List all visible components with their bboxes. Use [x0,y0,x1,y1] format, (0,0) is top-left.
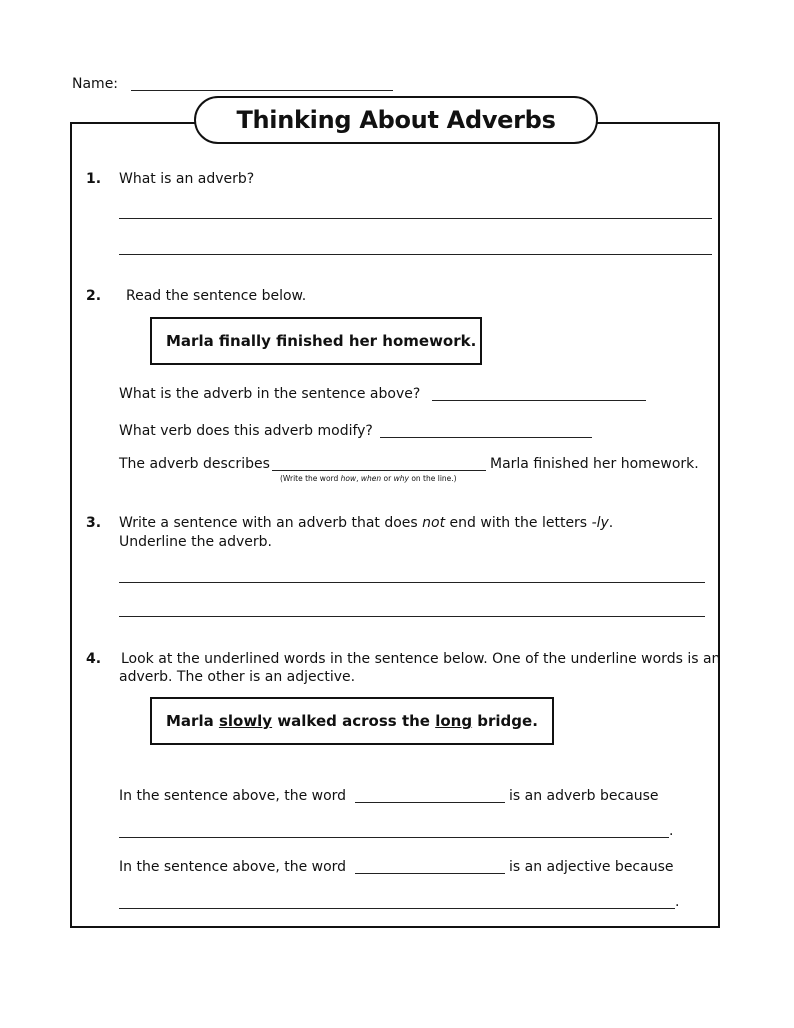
q3-text-ly: -ly [591,515,609,531]
name-label-text: Name: [72,76,119,92]
note-how: how [340,474,357,483]
q2-adverb-answer-line[interactable] [432,400,646,401]
q3-number: 3. [86,515,102,531]
name-field[interactable] [131,90,393,91]
q4-adverb-prompt-start: In the sentence above, the word [119,788,347,804]
q2-describes-prompt: The adverb describes [119,456,270,472]
q4-adjective-word-line[interactable] [355,873,505,874]
q4-adjective-prompt-start: In the sentence above, the word [119,859,347,875]
q4-adjective-prompt-end: is an adjective because [509,859,674,875]
q2-sentence: Marla finally finished her homework. [166,332,477,350]
q4-adverb-reason-line[interactable] [119,837,669,838]
q3-text-start: Write a sentence with an adverb that does [119,515,423,531]
q4-sentence-long: long [435,712,473,730]
q4-sentence-w1: Marla [166,712,219,730]
q2-describes-note [280,474,457,483]
q2-sentence-box [150,317,482,365]
q3-text [119,515,613,531]
q1-text: What is an adverb? [119,171,255,187]
note-why: why [393,474,409,483]
q3-text-end: . [608,515,614,531]
title-banner [194,96,598,144]
q3-text-not: not [422,515,446,531]
q2-describes-answer-line[interactable] [272,470,486,471]
page-title: Thinking About Adverbs [236,106,556,134]
q4-number: 4. [86,651,102,667]
name-label [72,76,118,92]
q3-text-line2: Underline the adverb. [119,534,272,550]
note-when: when [360,474,382,483]
q3-text-mid: end with the letters [445,515,592,531]
q4-adverb-word-line[interactable] [355,802,505,803]
note-or: or [381,474,394,483]
q2-number: 2. [86,288,102,304]
note-sep: , [356,474,361,483]
q2-adverb-prompt: What is the adverb in the sentence above? [119,386,421,402]
q4-sentence-slowly: slowly [218,712,273,730]
q2-text: Read the sentence below. [126,288,307,304]
q4-adjective-period: . [675,894,680,910]
q1-answer-line-2[interactable] [119,254,712,255]
q1-answer-line-1[interactable] [119,218,712,219]
q4-sentence-w3: bridge. [472,712,538,730]
q1-number: 1. [86,171,102,187]
q4-text-line1: Look at the underlined words in the sentence below. One of the underline words is an [121,651,721,667]
note-start: (Write the word [280,474,341,483]
q3-answer-line-1[interactable] [119,582,705,583]
q2-verb-prompt: What verb does this adverb modify? [119,423,373,439]
q4-text-line2: adverb. The other is an adjective. [119,669,356,685]
q4-adverb-period: . [669,823,674,839]
q4-sentence-box [150,697,554,745]
q4-sentence-w2: walked across the [272,712,436,730]
q3-answer-line-2[interactable] [119,616,705,617]
q4-adverb-prompt-end: is an adverb because [509,788,659,804]
note-end: on the line.) [408,474,457,483]
q4-adjective-reason-line[interactable] [119,908,675,909]
q2-verb-answer-line[interactable] [380,437,592,438]
q2-describes-end: Marla finished her homework. [490,456,699,472]
